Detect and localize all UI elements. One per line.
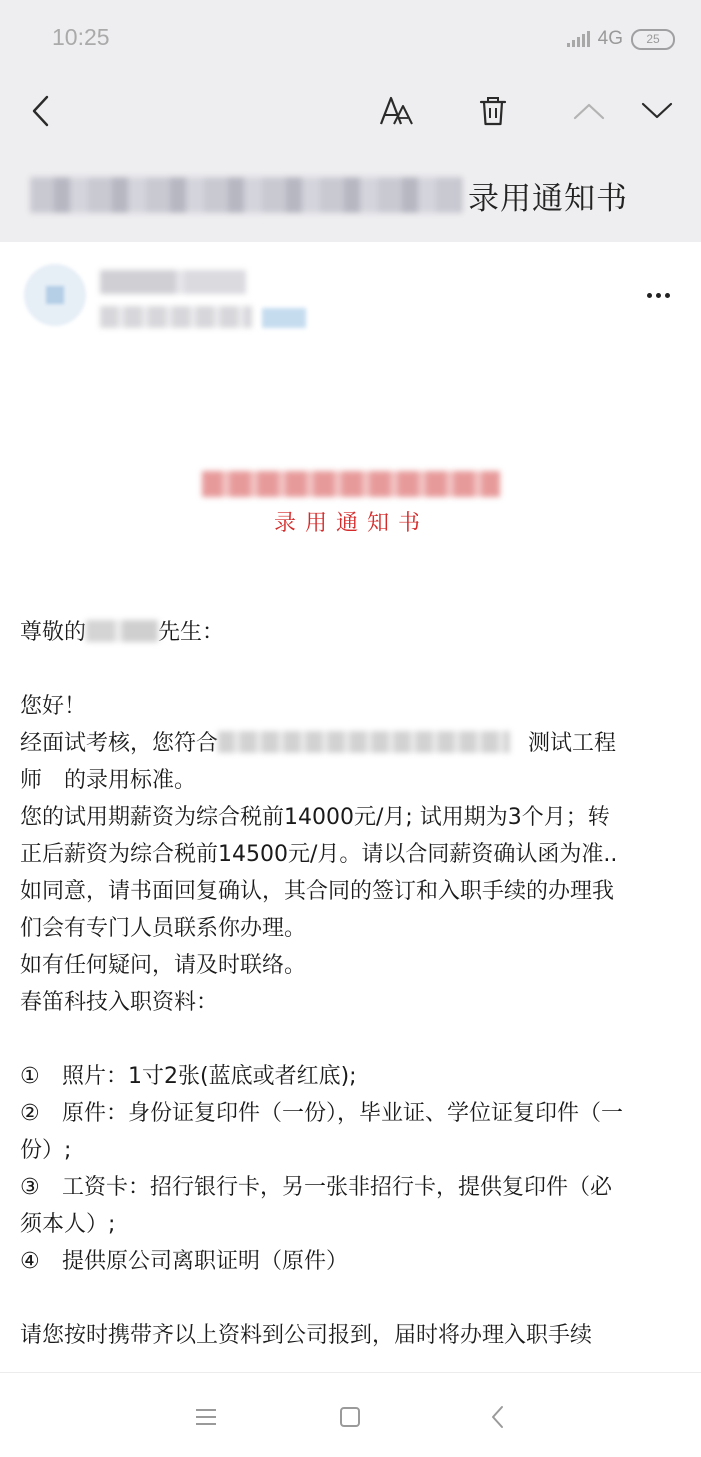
confirm-line-2: 们会有专门人员联系你办理。 xyxy=(20,916,307,941)
sender-tag xyxy=(262,308,306,328)
intro-line-cont: 师 的录用标准。 xyxy=(20,768,197,793)
list-item-cont: 份）; xyxy=(20,1138,72,1163)
list-item-cont: 须本人）; xyxy=(20,1212,116,1237)
subject-text: 录用通知书 xyxy=(468,180,628,217)
status-bar xyxy=(0,0,701,72)
intro-line: 经面试考核，您符合 测试工程 xyxy=(20,731,617,756)
redacted-sender-details xyxy=(100,306,252,328)
mail-header-area xyxy=(0,0,701,242)
next-mail-button[interactable] xyxy=(632,86,682,136)
more-icon xyxy=(647,293,652,298)
status-time: 10:25 xyxy=(52,24,110,50)
salary-line-1: 您的试用期薪资为综合税前14000元/月; 试用期为3个月；转 xyxy=(20,805,610,830)
mail-subject xyxy=(30,172,628,218)
questions-line: 如有任何疑问，请及时联络。 xyxy=(20,953,307,978)
network-type: 4G xyxy=(597,28,623,49)
list-item: ② 原件：身份证复印件（一份），毕业证、学位证复印件（一 xyxy=(20,1101,624,1126)
list-item: ④ 提供原公司离职证明（原件） xyxy=(20,1249,349,1274)
avatar[interactable] xyxy=(24,264,86,326)
back-button[interactable] xyxy=(16,86,66,136)
list-item: ③ 工资卡：招行银行卡，另一张非招行卡，提供复印件（必 xyxy=(20,1175,613,1200)
chevron-down-icon xyxy=(640,101,674,121)
more-options-button[interactable] xyxy=(636,280,680,310)
hello-line: 您好！ xyxy=(20,694,87,719)
signal-icon xyxy=(567,31,590,47)
chevron-up-icon xyxy=(572,101,606,121)
font-size-button[interactable] xyxy=(372,86,422,136)
redacted-company-letterhead xyxy=(202,471,500,497)
redacted-company-inline xyxy=(218,731,510,753)
mail-toolbar xyxy=(0,78,701,144)
home-button[interactable] xyxy=(330,1399,370,1435)
home-square-icon xyxy=(339,1406,361,1428)
back-triangle-icon xyxy=(490,1405,506,1429)
system-navigation-bar xyxy=(0,1372,701,1457)
redacted-sender-name xyxy=(100,270,246,294)
salary-line-2: 正后薪资为综合税前14500元/月。请以合同薪资确认函为准.. xyxy=(20,842,618,867)
sender-row[interactable] xyxy=(0,252,701,340)
letter-title: 录用通知书 xyxy=(273,511,429,536)
materials-title: 春笛科技入职资料： xyxy=(20,990,219,1015)
redacted-recipient-name xyxy=(86,620,158,642)
previous-mail-button[interactable] xyxy=(564,86,614,136)
greeting-line: 尊敬的 先生： xyxy=(20,620,225,645)
list-item: ① 照片：1寸2张(蓝底或者红底); xyxy=(20,1064,357,1089)
redacted-company-name xyxy=(30,177,462,213)
chevron-left-icon xyxy=(29,94,53,128)
status-indicators xyxy=(567,26,675,52)
closing-line: 请您按时携带齐以上资料到公司报到，届时将办理入职手续 xyxy=(20,1323,593,1348)
delete-button[interactable] xyxy=(468,86,518,136)
confirm-line-1: 如同意，请书面回复确认，其合同的签订和入职手续的办理我 xyxy=(20,879,615,904)
system-back-button[interactable] xyxy=(478,1399,518,1435)
font-size-icon xyxy=(379,95,415,127)
mail-body xyxy=(20,614,684,1354)
trash-icon xyxy=(478,95,508,127)
menu-icon xyxy=(195,1407,217,1427)
recent-apps-button[interactable] xyxy=(186,1399,226,1435)
battery-icon: 25 xyxy=(631,29,675,50)
